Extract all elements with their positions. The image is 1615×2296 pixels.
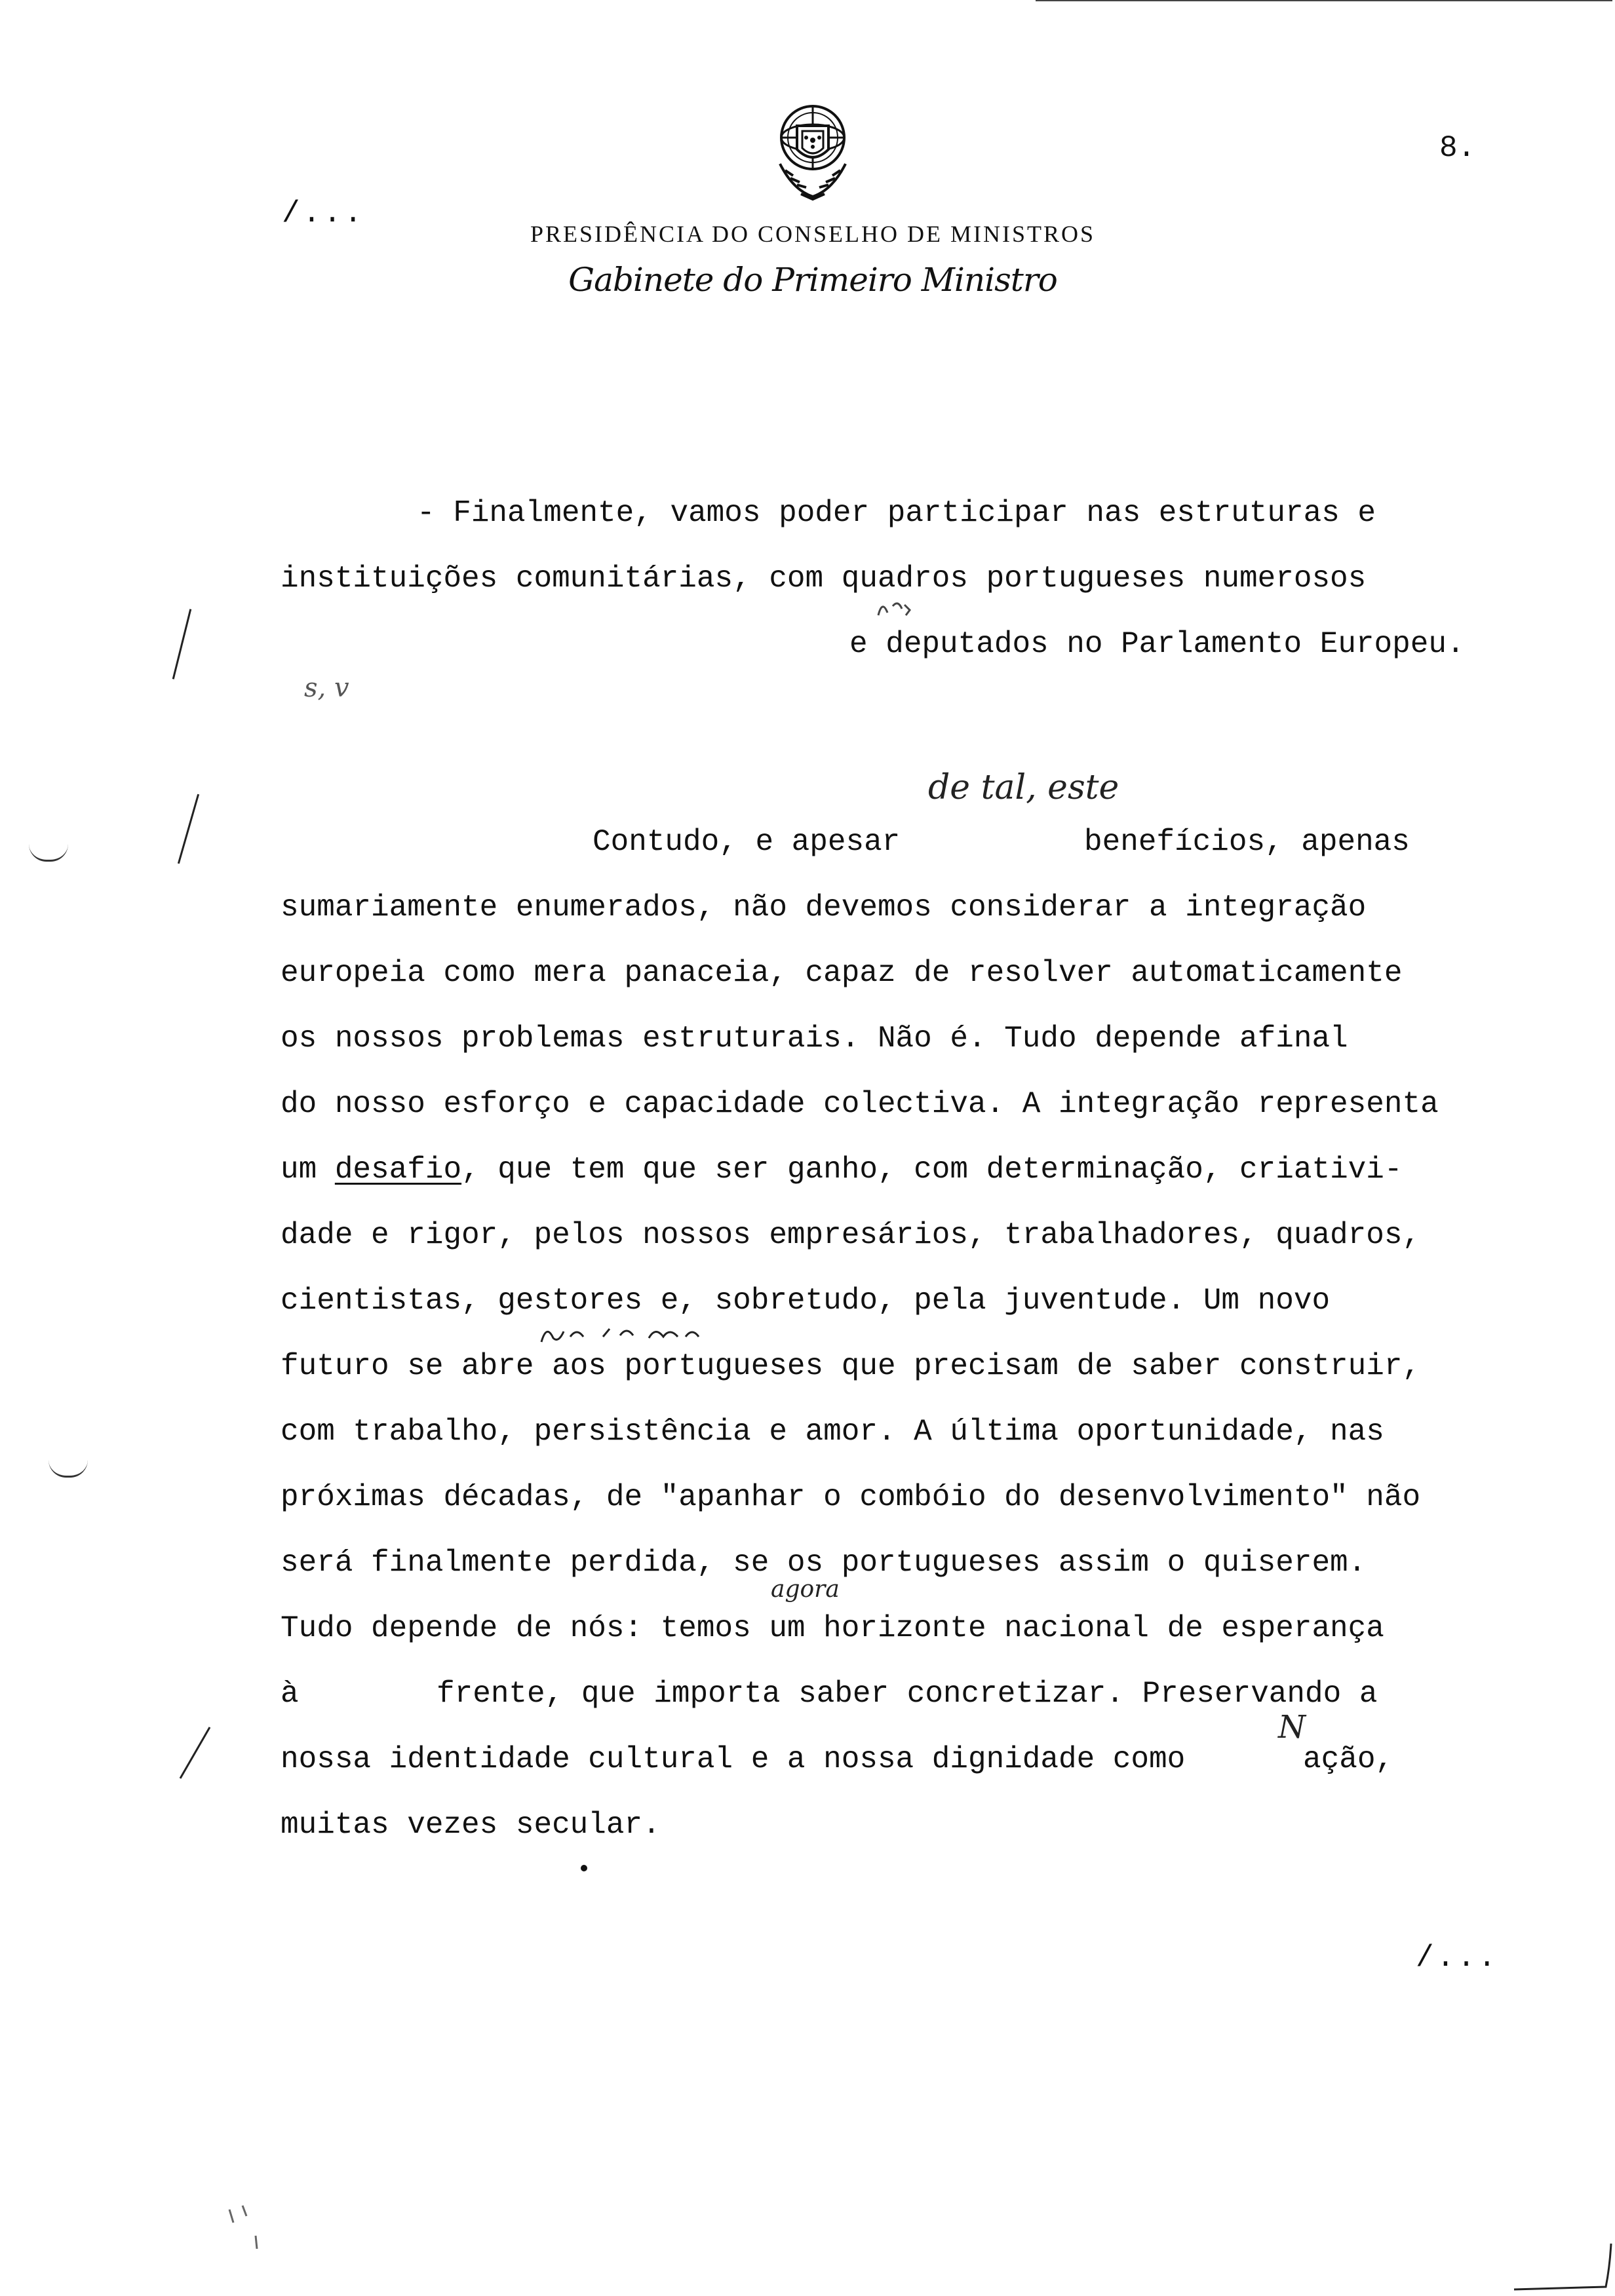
handwritten-note-1: de tal, este — [928, 768, 1119, 807]
handwritten-insertion-icon — [537, 1317, 813, 1350]
body-line-16: Tudo depende de nós: temos um horizonte nacional de esperança — [281, 1611, 1384, 1645]
margin-slash-2 — [178, 794, 199, 864]
body-line-17a: à — [281, 1677, 299, 1711]
body-line-15: será finalmente perdida, se os portugueses assim o quiserem. — [281, 1546, 1367, 1580]
handwritten-mark-icon — [876, 593, 915, 619]
margin-curve-2 — [49, 1460, 88, 1478]
body-line-7: os nossos problemas estruturais. Não é. Tudo depende afinal — [281, 1022, 1348, 1056]
continuation-mark-top: /... — [282, 197, 365, 231]
handwritten-note-4: s, v — [304, 673, 349, 703]
page-number: 8. — [1439, 131, 1476, 165]
body-line-13: com trabalho, persistência e amor. A última oportunidade, nas — [281, 1415, 1384, 1449]
page-corner-curl-icon — [1508, 2241, 1612, 2293]
margin-slash-1 — [172, 609, 192, 679]
scan-edge-line — [1036, 0, 1612, 1]
continuation-mark-bottom: /... — [1416, 1941, 1499, 1975]
body-line-9 — [281, 1155, 1403, 1185]
stray-dot — [581, 1865, 587, 1871]
body-line-11: cientistas, gestores e, sobretudo, pela juventude. Um novo — [281, 1284, 1331, 1318]
office-subtitle: Gabinete do Primeiro Ministro — [568, 261, 1057, 299]
margin-slash-3 — [180, 1727, 211, 1778]
handwritten-note-3: N — [1278, 1709, 1306, 1746]
body-line-4a: Contudo, e apesar — [593, 825, 901, 859]
body-line-4b: benefícios, apenas — [1084, 825, 1410, 859]
body-line-2: instituições comunitárias, com quadros portugueses numerosos — [281, 562, 1367, 596]
handwritten-note-2: agora — [771, 1576, 840, 1603]
body-line-19: muitas vezes secular. — [281, 1808, 661, 1842]
body-line-12: futuro se abre aos portugueses que precisam de saber construir, — [281, 1349, 1421, 1383]
body-line-10: dade e rigor, pelos nossos empresários, trabalhadores, quadros, — [281, 1218, 1421, 1252]
margin-curve-1 — [29, 844, 68, 862]
underlined-word: desafio — [334, 1153, 462, 1187]
organization-title: PRESIDÊNCIA DO CONSELHO DE MINISTROS — [530, 221, 1096, 247]
body-line-3: e deputados no Parlamento Europeu. — [849, 627, 1465, 661]
body-line-17b: frente, que importa saber concretizar. Preservando a — [437, 1677, 1378, 1711]
body-line-6: europeia como mera panaceia, capaz de resolver automaticamente — [281, 956, 1403, 990]
body-line-1: - Finalmente, vamos poder participar nas estruturas e — [417, 496, 1376, 530]
body-line-5: sumariamente enumerados, não devemos considerar a integração — [281, 890, 1367, 925]
body-line-9-end: , que tem que ser ganho, com determinação, criativi- — [461, 1153, 1403, 1187]
body-line-14: próximas décadas, de "apanhar o combóio do desenvolvimento" não — [281, 1480, 1421, 1514]
stray-mark-icon — [223, 2196, 288, 2262]
body-line-8: do nosso esforço e capacidade colectiva. A integração representa — [281, 1087, 1439, 1121]
body-line-9-start: um — [281, 1153, 317, 1187]
body-line-18a: nossa identidade cultural e a nossa dignidade como — [281, 1742, 1186, 1776]
body-line-18b: ação, — [1303, 1742, 1394, 1776]
coat-of-arms-icon — [754, 92, 872, 210]
